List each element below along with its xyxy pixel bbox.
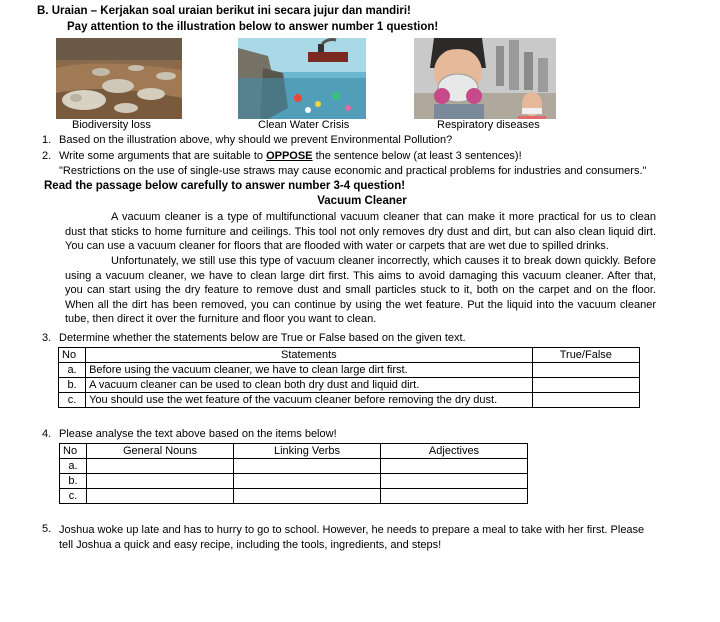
header-adjectives: Adjectives: [381, 444, 528, 459]
table-header-row: [60, 444, 528, 459]
row-no: b.: [59, 378, 86, 393]
q2-text-post: the sentence below (at least 3 sentences)!: [312, 150, 522, 162]
verbs-cell[interactable]: [234, 459, 381, 474]
nouns-cell[interactable]: [87, 459, 234, 474]
header-no: No: [59, 348, 86, 363]
q5-text: Joshua woke up late and has to hurry to go to school. However, he needs to prepare a meal to take with her first. Please tell Joshua a quick and easy recipe, including the tools, ingredients, and steps!: [59, 524, 645, 551]
table-row: [60, 474, 528, 489]
row-no: b.: [60, 474, 87, 489]
table-row: [60, 489, 528, 504]
caption-respiratory: Respiratory diseases: [437, 119, 540, 131]
header-true-false: True/False: [532, 348, 639, 363]
dead-fish-icon: [56, 38, 182, 119]
table-row: [60, 459, 528, 474]
q3-number: 3.: [42, 332, 52, 344]
polluted-water-icon: [238, 38, 366, 119]
adjectives-cell[interactable]: [381, 474, 528, 489]
header-general-nouns: General Nouns: [87, 444, 234, 459]
row-statement: A vacuum cleaner can be used to clean both dry dust and liquid dirt.: [86, 378, 533, 393]
table-header-row: [59, 348, 640, 363]
row-no: a.: [60, 459, 87, 474]
q1-text: Based on the illustration above, why should we prevent Environmental Pollution?: [59, 134, 453, 146]
passage-title: Vacuum Cleaner: [317, 195, 407, 207]
adjectives-cell[interactable]: [381, 489, 528, 504]
row-no: a.: [59, 363, 86, 378]
caption-biodiversity: Biodiversity loss: [72, 119, 151, 131]
passage-paragraph-2: Unfortunately, we still use this type of vacuum cleaner incorrectly, which causes it to break down quickly. Before using a vacuum cleaner, we have to clean large dirt first. This aims to avoid damaging this vacuum cleaner. After that, you can start using the dry feature to remove dust and small particles stuck to it, both on the carpet and on the floor. When all the dirt has been removed, you can continue by using the wet feature. Put the liquid into the vacuum cleaner tube, then direct it over the furniture and floor you want to clean.: [65, 255, 656, 325]
section-heading: B. Uraian – Kerjakan soal uraian berikut ini secara jujur dan mandiri!: [37, 5, 411, 17]
table-row: [59, 393, 640, 408]
true-false-table: [58, 347, 640, 408]
q1-number: 1.: [42, 134, 52, 146]
row-statement: Before using the vacuum cleaner, we have to clean large dirt first.: [86, 363, 533, 378]
analysis-table: [59, 443, 528, 504]
q2-quote: "Restrictions on the use of single-use straws may cause economic and practical problems for industries and consumers.": [59, 165, 647, 177]
passage-paragraph-1: A vacuum cleaner is a type of multifunctional vacuum cleaner that can make it more practical for us to clean dust that sticks to home furniture and ceilings. This tool not only removes dry dust and dirt, but can also clean liquid dirt. You can use a vacuum cleaner for floors that are flooded with water or carpets that are wet due to spilled drinks.: [65, 211, 656, 252]
q2-emphasis: OPPOSE: [266, 150, 313, 162]
nouns-cell[interactable]: [87, 489, 234, 504]
instruction-passage: Read the passage below carefully to answer number 3-4 question!: [44, 180, 406, 192]
answer-cell[interactable]: [532, 393, 639, 408]
nouns-cell[interactable]: [87, 474, 234, 489]
verbs-cell[interactable]: [234, 489, 381, 504]
adjectives-cell[interactable]: [381, 459, 528, 474]
row-statement: You should use the wet feature of the vacuum cleaner before removing the dry dust.: [86, 393, 533, 408]
table-row: [59, 378, 640, 393]
gas-mask-icon: [414, 38, 556, 119]
header-linking-verbs: Linking Verbs: [234, 444, 381, 459]
q2-text-pre: Write some arguments that are suitable to: [59, 150, 267, 162]
instruction-illustration: Pay attention to the illustration below to answer number 1 question!: [67, 21, 439, 33]
caption-clean-water: Clean Water Crisis: [258, 119, 350, 131]
q2-text: [59, 150, 522, 162]
verbs-cell[interactable]: [234, 474, 381, 489]
q5-number: 5.: [42, 523, 52, 535]
q2-number: 2.: [42, 150, 52, 162]
answer-cell[interactable]: [532, 378, 639, 393]
q4-number: 4.: [42, 428, 52, 440]
header-statements: Statements: [86, 348, 533, 363]
answer-cell[interactable]: [532, 363, 639, 378]
q4-text: Please analyse the text above based on the items below!: [59, 428, 337, 440]
q3-text: Determine whether the statements below are True or False based on the given text.: [59, 332, 466, 344]
row-no: c.: [59, 393, 86, 408]
table-row: [59, 363, 640, 378]
header-no: No: [60, 444, 87, 459]
row-no: c.: [60, 489, 87, 504]
